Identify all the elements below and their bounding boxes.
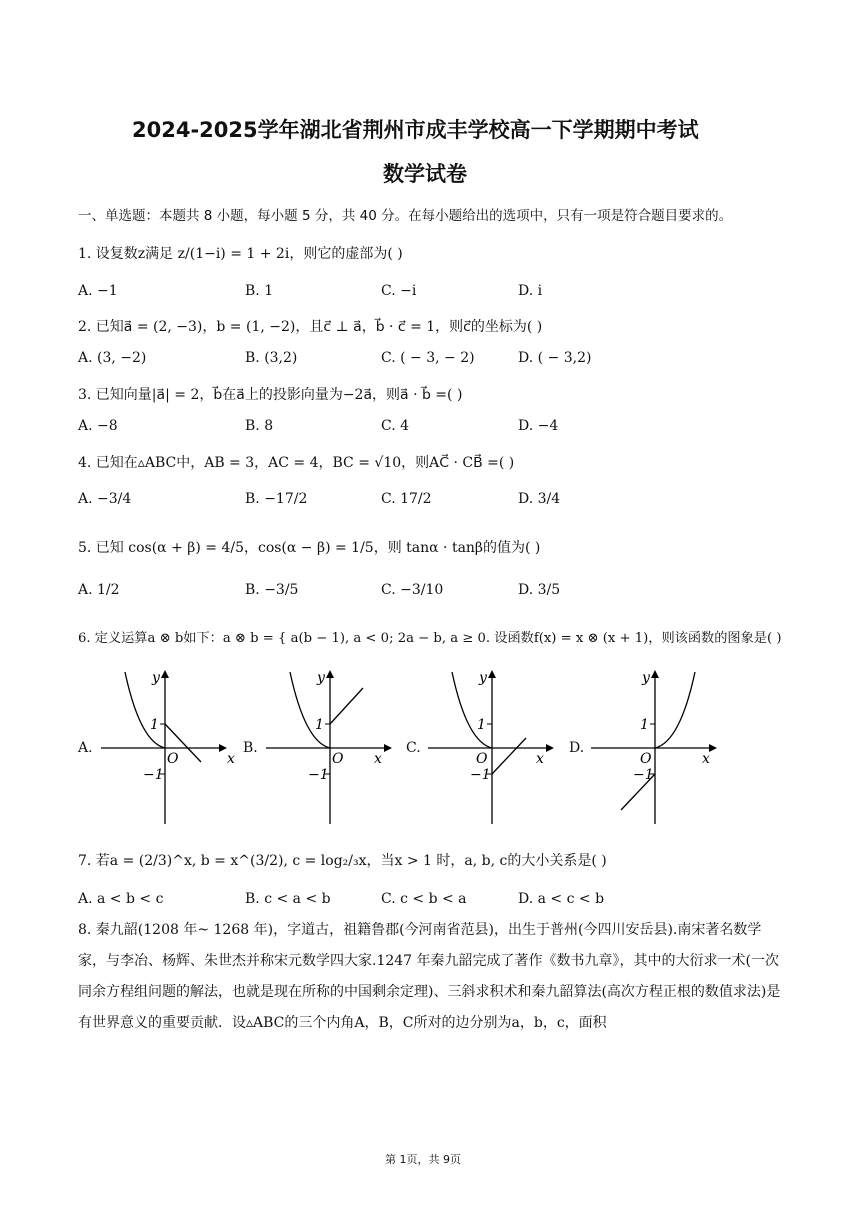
graph-c-x-label: x [536,751,544,767]
graph-a-one-label: 1 [150,717,159,733]
question-7-stem: 7. 若a = (2/3)^x, b = x^(3/2), c = log₂/₃x，当x > 1 时，a, b, c的大小关系是( ) [78,853,607,869]
q4-option-c: C. 17/2 [381,491,432,507]
q4-option-b: B. −17/2 [245,491,308,507]
page-title: 2024-2025学年湖北省荆州市成丰学校高一下学期期中考试 [132,118,699,142]
q2-option-d: D. ( − 3,2) [518,350,592,366]
q5-option-d: D. 3/5 [518,582,561,598]
graph-d-neg-one-label: −1 [633,767,654,783]
graph-c-neg-one-label: −1 [470,767,491,783]
q2-option-a: A. (3, −2) [78,350,147,366]
q5-option-a: A. 1/2 [78,582,120,598]
page-subtitle: 数学试卷 [383,162,467,186]
page-footer: 第 1页，共 9页 [385,1153,461,1166]
q4-option-a: A. −3/4 [78,491,132,507]
question-3-stem: 3. 已知向量|a⃗| = 2，b⃗在a⃗上的投影向量为−2a⃗，则a⃗ · b⃗ =( ) [78,387,463,403]
graph-b [260,662,400,827]
q6-option-a: A. [78,740,93,756]
graph-d-one-label: 1 [640,717,649,733]
graph-c [422,662,562,827]
q4-option-d: D. 3/4 [518,491,561,507]
graph-b-origin-label: O [332,751,344,767]
graph-d-x-label: x [702,751,710,767]
graph-b-x-label: x [374,751,382,767]
graph-a-neg-one-label: −1 [143,767,164,783]
question-6-stem: 6. 定义运算a ⊗ b如下：a ⊗ b = { a(b − 1), a < 0; 2a − b, a ≥ 0. 设函数f(x) = x ⊗ (x + 1)，则该函数的图象是( ) [78,631,782,646]
section-heading: 一、单选题：本题共 8 小题，每小题 5 分，共 40 分。在每小题给出的选项中，只有一项是符合题目要求的。 [78,208,733,224]
q6-option-b: B. [243,740,258,756]
graph-d-y-label: y [642,670,650,686]
graph-a [95,662,235,827]
graph-a-x-label: x [227,751,235,767]
q7-option-c: C. c < b < a [381,891,467,907]
q3-option-b: B. 8 [245,418,274,434]
question-5-stem: 5. 已知 cos(α + β) = 4/5，cos(α − β) = 1/5，则 tanα · tanβ的值为( ) [78,540,541,556]
graph-b-y-label: y [317,670,325,686]
question-8-text: 8. 秦九韶(1208 年~ 1268 年)，字道古，祖籍鲁郡(今河南省范县)，出生于普州(今四川安岳县).南宋著名数学家，与李冶、杨辉、朱世杰并称宋元数学四大家.1247 年秦九韶完成了著作《数书九章》，其中的大衍求一术(一次同余方程组问题的解法，也就是现在所称的中国剩余定理)、三斜求积术和秦九韶算法(高次方程正根的数值求法)是有世界意义的重要贡献．设▵ABC的三个内角A，B，C所对的边分别为a，b，c，面积 [78,922,781,1031]
question-2-stem: 2. 已知a⃗ = (2, −3)，b = (1, −2)，且c⃗ ⊥ a⃗，b⃗ · c⃗ = 1，则c⃗的坐标为( ) [78,319,543,335]
graph-a-y-label: y [152,670,160,686]
graph-a-origin-label: O [167,751,179,767]
q7-option-a: A. a < b < c [78,891,164,907]
graph-b-one-label: 1 [315,717,324,733]
q1-option-d: D. i [518,283,543,299]
question-4-stem: 4. 已知在▵ABC中，AB = 3，AC = 4，BC = √10，则AC⃗ · CB⃗ =( ) [78,455,515,471]
q6-option-c: C. [406,740,421,756]
graph-d [585,662,725,827]
q5-option-c: C. −3/10 [381,582,444,598]
q6-option-d: D. [569,740,585,756]
graph-c-origin-label: O [476,751,488,767]
q3-option-a: A. −8 [78,418,118,434]
q7-option-d: D. a < c < b [518,891,605,907]
q7-option-b: B. c < a < b [245,891,331,907]
q1-option-b: B. 1 [245,283,274,299]
graph-c-y-label: y [479,670,487,686]
graph-b-neg-one-label: −1 [308,767,329,783]
q2-option-b: B. (3,2) [245,350,298,366]
graph-d-origin-label: O [640,751,652,767]
q3-option-c: C. 4 [381,418,410,434]
q5-option-b: B. −3/5 [245,582,299,598]
q2-option-c: C. ( − 3, − 2) [381,350,475,366]
q1-option-a: A. −1 [78,283,118,299]
graph-c-one-label: 1 [477,717,486,733]
question-1-stem: 1. 设复数z满足 z/(1−i) = 1 + 2i，则它的虚部为( ) [78,246,403,262]
q1-option-c: C. −i [381,283,417,299]
q3-option-d: D. −4 [518,418,559,434]
